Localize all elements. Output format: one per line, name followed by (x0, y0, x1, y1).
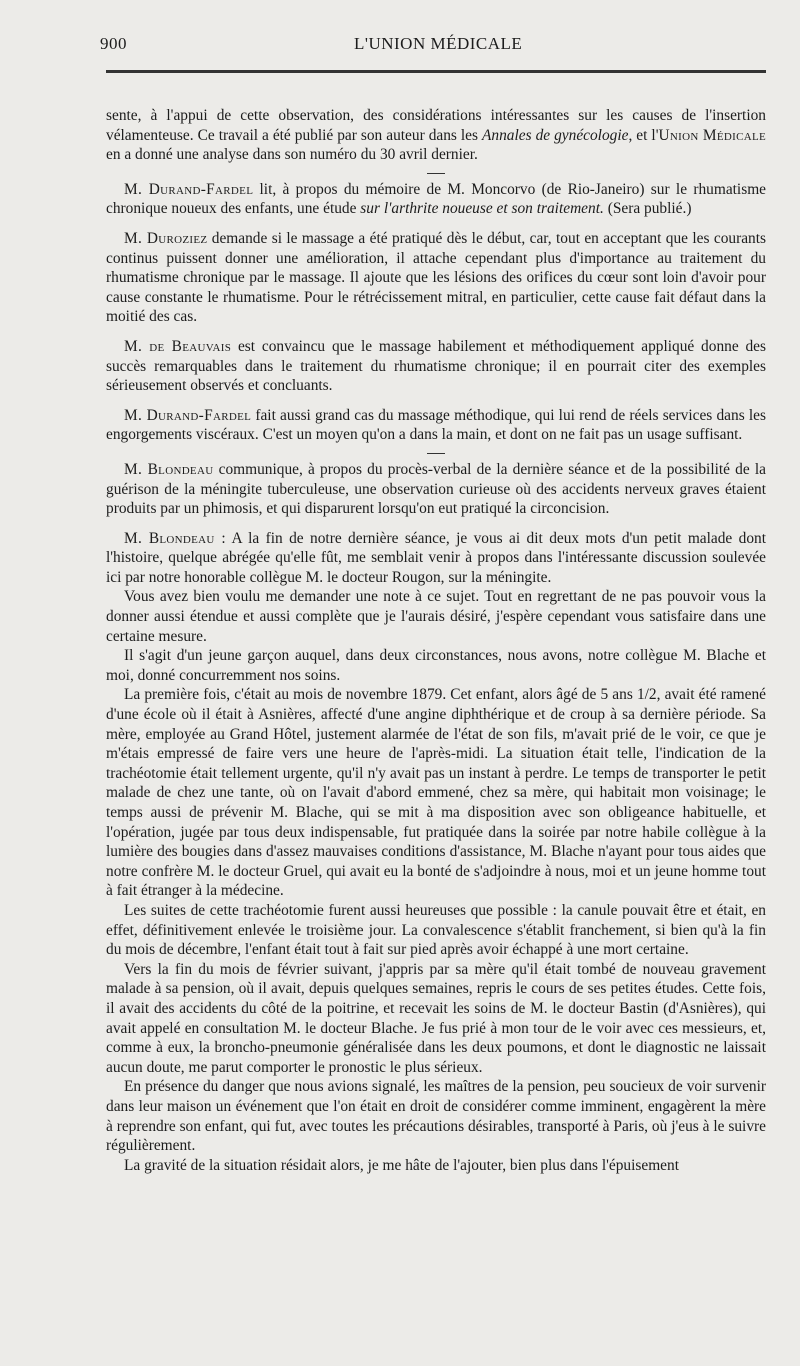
paragraph: Vous avez bien voulu me demander une note à ce sujet. Tout en regrettant de ne pas pouvoir vous la donner aussi étendue et aussi complète que je l'aurais désiré, j'espère cependant vous satisfaire dans une certaine mesure. (106, 588, 766, 645)
page-number: 900 (100, 34, 127, 53)
paragraph: Vers la fin du mois de février suivant, j'appris par sa mère qu'il était tombé de nouveau gravement malade à sa pension, où il avait, depuis quelques semaines, repris le cours de ses petites études. Cette fois, il avait des accidents du côté de la poitrine, et recevait les soins de M. le docteur Bastin (d'Asnières), qui avait appelé en consultation M. le docteur Blache. Je fus prié à mon tour de le voir avec ces messieurs, et, comme à eux, la broncho-pneumonie généralisée dans les deux poumons, et dont le diagnostic ne laissait aucun doute, me parut comporter le pronostic le plus sérieux. (106, 960, 766, 1076)
paragraph: M. Blondeau : A la fin de notre dernière séance, je vous ai dit deux mots d'un petit malade dont l'histoire, quelque abrégée qu'elle fût, me semblait venir à propos dans l'intéressante discussion soulevée ici par notre honorable collègue M. le docteur Rougon, sur la méningite. (106, 529, 767, 586)
section-divider (427, 173, 445, 174)
paragraph: Les suites de cette trachéotomie furent aussi heureuses que possible : la canule pouvait être et était, en effet, définitivement enlevée le troisième jour. La convalescence s'établit franchement, si bien qu'à la fin du mois de décembre, l'enfant était tout à fait sur pied après avoir échappé à une mort certaine. (106, 901, 766, 959)
section-divider (427, 453, 445, 454)
paragraph: sente, à l'appui de cette observation, des considérations intéressantes sur les causes de l'insertion vélamenteuse. Ce travail a été publié par son auteur dans les Annales de gynécologie, et l'Union Médicale en a donné une analyse dans son numéro du 30 avril dernier. (106, 107, 767, 164)
article-body (106, 106, 766, 1175)
header-rule (106, 70, 766, 73)
paragraph: La gravité de la situation résidait alors, je me hâte de l'ajouter, bien plus dans l'épuisement (124, 1156, 679, 1174)
paragraph: La première fois, c'était au mois de novembre 1879. Cet enfant, alors âgé de 5 ans 1/2, avait été ramené d'une école où il était à Asnières, affecté d'une angine diphthérique et de croup à sa dernière période. Sa mère, employée au Grand Hôtel, justement alarmée de l'état de son fils, m'avait prié de le voir, ce que je m'étais empressé de faire vers une heure de l'après-midi. La situation était telle, l'indication de la trachéotomie était tellement urgente, qu'il n'y avait pas un instant à perdre. Le temps de transporter le petit malade de chez une tante, où on l'avait d'abord emmené, chez sa mère, qui habitait mon voisinage; le temps aussi de prévenir M. Blache, qui se mit à ma disposition avec son obligeance habituelle, et l'opération, jugée par tous deux indispensable, fut pratiquée dans la soirée par notre habile collègue à la lumière des bougies dans d'assez mauvaises conditions d'assistance, M. Blache n'ayant pour tous aides que notre confrère M. le docteur Gruel, qui avait eu la bonté de s'adjoindre à nous, moi et un jeune homme tout à fait étranger à la médecine. (106, 686, 766, 900)
paragraph: M. de Beauvais est convaincu que le massage habilement et méthodiquement appliqué donne des succès remarquables dans le traitement du rhumatisme chronique; il en pourrait citer des exemples sérieusement observés et concluants. (106, 337, 766, 395)
running-head: L'UNION MÉDICALE (354, 34, 523, 53)
page-header (100, 30, 766, 60)
paragraph: M. Durand-Fardel fait aussi grand cas du massage méthodique, qui lui rend de réels services dans les engorgements viscéraux. C'est un moyen qu'on a dans la main, et dont on ne fait pas un usage suffisant. (106, 406, 766, 444)
paragraph: En présence du danger que nous avions signalé, les maîtres de la pension, peu soucieux de voir survenir dans leur maison un événement que l'on était en droit de considérer comme imminent, engagèrent la mère à reprendre son enfant, qui fut, avec toutes les précautions désirables, transporté à Paris, où j'eus à le suivre régulièrement. (106, 1078, 766, 1155)
paragraph: M. Blondeau communique, à propos du procès-verbal de la dernière séance et de la possibilité de la guérison de la méningite tuberculeuse, une observation curieuse où des accidents nerveux graves étaient produits par un phimosis, et qui disparurent lorsqu'on eut pratiqué la circoncision. (106, 460, 766, 518)
paragraph: M. Duroziez demande si le massage a été pratiqué dès le début, car, tout en acceptant que les courants continus puissent donner une amélioration, il attache cependant plus d'importance au traitement du rhumatisme chronique par le massage. Il ajoute que les lésions des orifices du cœur sont loin d'avoir pour cause constante le rhumatisme. Pour le rétrécissement mitral, en particulier, cette cause fait défaut dans la moitié des cas. (106, 229, 767, 326)
paragraph: M. Durand-Fardel lit, à propos du mémoire de M. Moncorvo (de Rio-Janeiro) sur le rhumatisme chronique noueux des enfants, une étude sur l'arthrite noueuse et son traitement. (Sera publié.) (106, 180, 766, 218)
paragraph: Il s'agit d'un jeune garçon auquel, dans deux circonstances, nous avons, notre collègue M. Blache et moi, donné concurremment nos soins. (106, 647, 766, 684)
